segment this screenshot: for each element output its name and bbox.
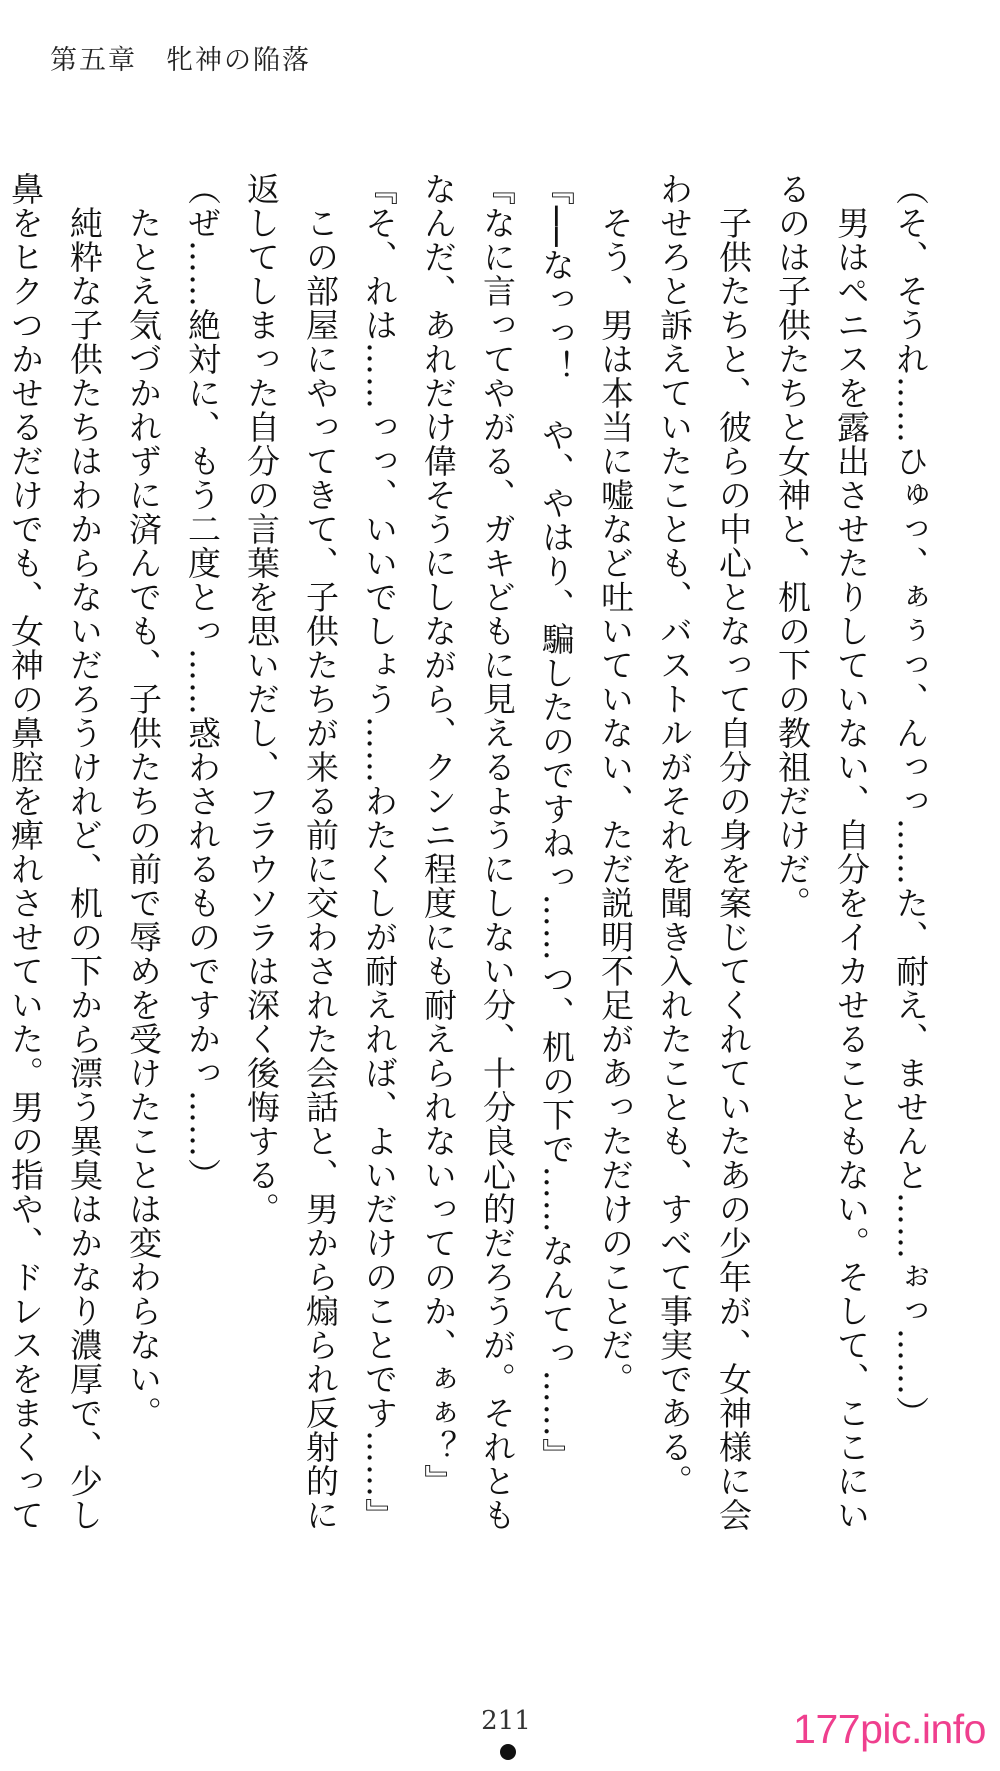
text-line: 鼻をヒクつかせるだけでも、女神の鼻腔を痺れさせていた。男の指や、ドレスをまくって <box>6 172 45 1532</box>
text-line: （そ、そうれ……ひゅっ、ぁぅっ、んっっ……た、耐え、ませんと……ぉっ……） <box>891 172 930 1430</box>
text-line: 男はペニスを露出させたりしていない、自分をイカせることもない。そして、ここにい <box>832 172 871 1532</box>
page-marker-dot <box>500 1744 516 1760</box>
text-line: るのは子供たちと女神と、机の下の教祖だけだ。 <box>773 172 812 920</box>
text-line: この部屋にやってきて、子供たちが来る前に交わされた会話と、男から煽られ反射的に <box>301 172 340 1532</box>
text-line: 『──なっっ！ や、やはり、騙したのですねっ……つ、机の下で……なんてっ……』 <box>537 172 576 1472</box>
body-text <box>0 172 940 1672</box>
text-line: そう、男は本当に嘘など吐いていない、ただ説明不足があっただけのことだ。 <box>596 172 635 1396</box>
text-line: なんだ、あれだけ偉そうにしながら、クンニ程度にも耐えられないってのか、ぁぁ？』 <box>419 172 458 1498</box>
text-line: 『なに言ってやがる、ガキどもに見えるようにしない分、十分良心的だろうが。それとも <box>478 172 517 1532</box>
chapter-title: 第五章 牝神の陥落 <box>50 45 311 76</box>
text-line: たとえ気づかれずに済んでも、子供たちの前で辱めを受けたことは変わらない。 <box>124 172 163 1430</box>
text-line: （ぜ……絶対に、もう二度とっ……惑わされるものですかっ……） <box>183 172 222 1192</box>
text-line: わせろと訴えていたことも、バストルがそれを聞き入れたことも、すべて事実である。 <box>655 172 694 1498</box>
page-number: 211 <box>481 1706 531 1736</box>
text-line: 純粋な子供たちはわからないだろうけれど、机の下から漂う異臭はかなり濃厚で、少し <box>65 172 104 1532</box>
text-line: 子供たちと、彼らの中心となって自分の身を案じてくれていたあの少年が、女神様に会 <box>714 172 753 1532</box>
watermark: 177pic.info <box>793 1706 986 1752</box>
text-line: 返してしまった自分の言葉を思いだし、フラウソラは深く後悔する。 <box>242 172 281 1226</box>
text-line: 『そ、れは……っっ、いいでしょう……わたくしが耐えれば、よいだけのことです……』 <box>360 172 399 1532</box>
